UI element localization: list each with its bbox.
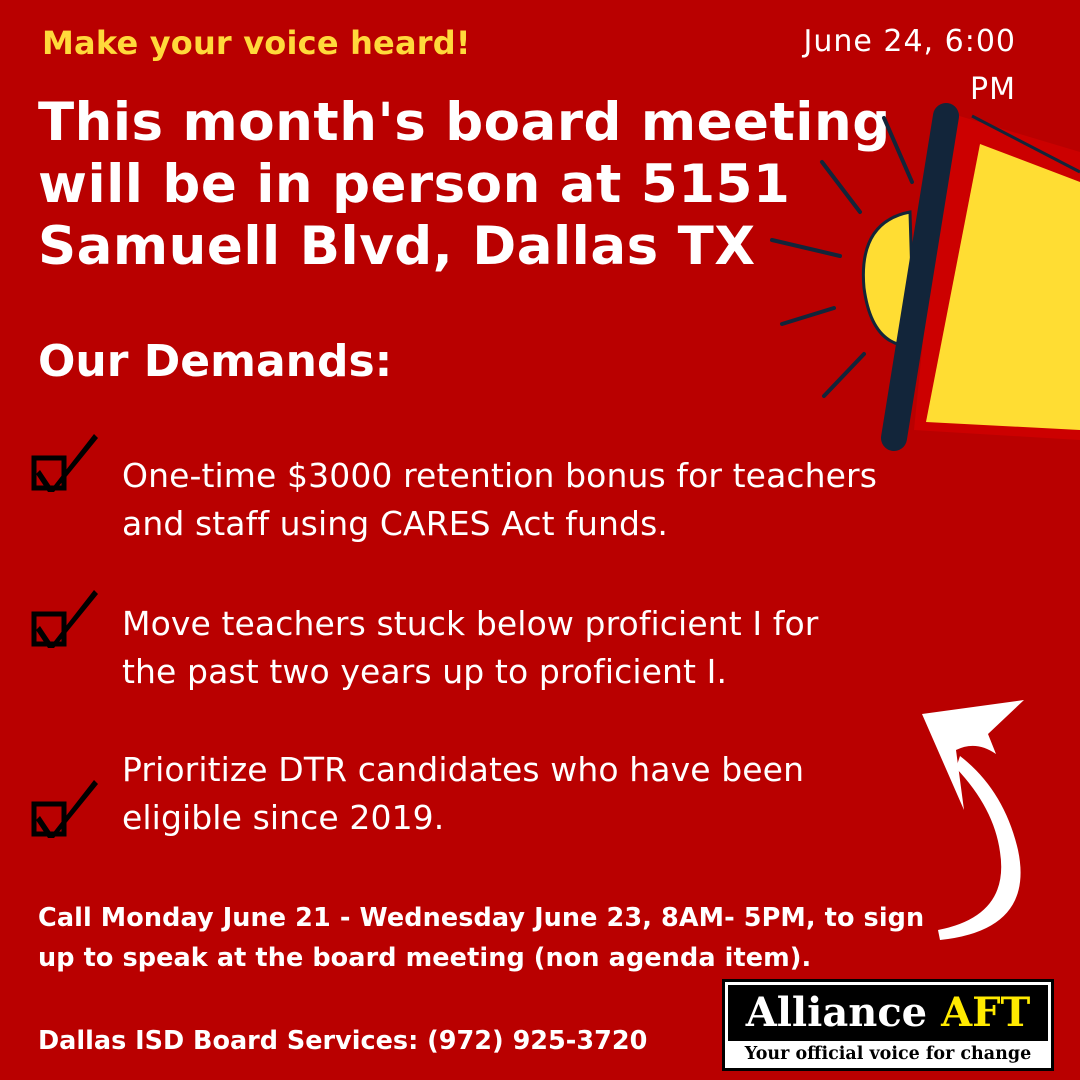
demand-item: One-time $3000 retention bonus for teachers and staff using CARES Act funds. — [122, 456, 878, 543]
logo-wordmark — [728, 985, 1048, 1041]
event-date-line1: June 24, 6:00 — [803, 24, 1016, 59]
demand-item: Move teachers stuck below proficient I for the past two years up to proficient I. — [122, 604, 819, 691]
phone-line: Dallas ISD Board Services: (972) 925-3720 — [38, 1026, 648, 1056]
headline: This month's board meeting will be in person at 5151 Samuell Blvd, Dallas TX — [38, 92, 891, 277]
checkbox-checked-icon — [30, 428, 102, 492]
logo-tagline: Your official voice for change — [744, 1044, 1032, 1064]
alliance-aft-logo — [722, 979, 1054, 1071]
logo-name: Alliance — [745, 989, 928, 1036]
call-to-action: Call Monday June 21 - Wednesday June 23, 8AM- 5PM, to sign up to speak at the board meeting (non agenda item). — [38, 903, 925, 973]
checkbox-checked-icon — [30, 584, 102, 648]
tagline: Make your voice heard! — [42, 24, 471, 62]
checkbox-checked-icon — [30, 774, 102, 838]
logo-accent: AFT — [941, 989, 1031, 1036]
demands-title: Our Demands: — [38, 336, 393, 387]
demand-item: Prioritize DTR candidates who have been eligible since 2019. — [122, 750, 805, 837]
event-date-line2: PM — [970, 72, 1016, 107]
megaphone-icon — [760, 90, 1080, 460]
